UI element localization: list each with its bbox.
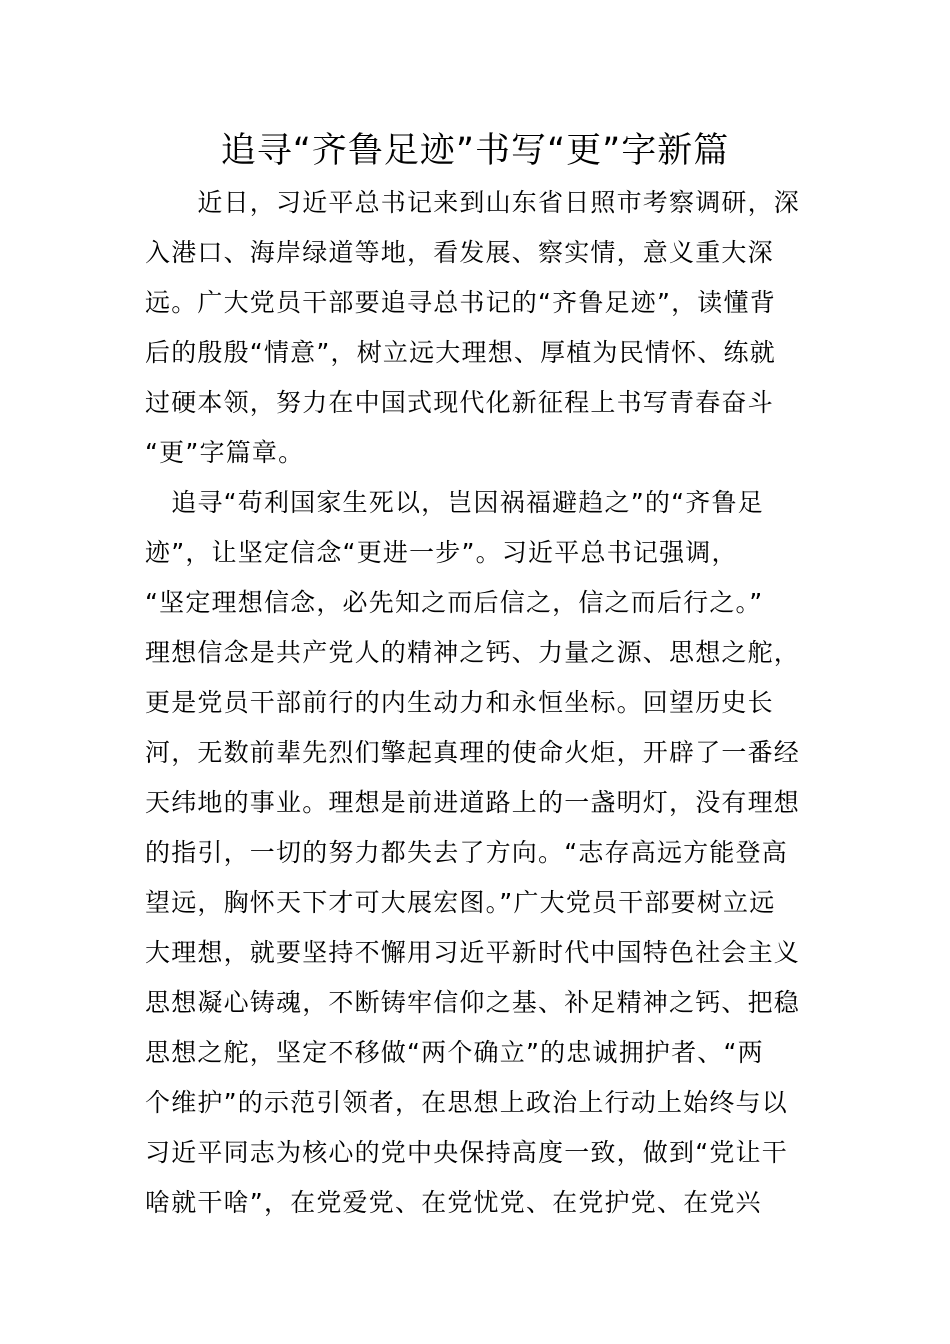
document-title: 追寻“齐鲁足迹”书写“更”字新篇 xyxy=(220,131,730,171)
text-line: 天纬地的事业。理想是前进道路上的一盏明灯，没有理想 xyxy=(145,788,801,817)
text-line: 入港口、海岸绿道等地，看发展、察实情，意义重大深 xyxy=(145,238,774,267)
text-line: 后的殷殷“情意”，树立远大理想、厚植为民情怀、练就 xyxy=(145,338,776,367)
text-line: 近日，习近平总书记来到山东省日照市考察调研，深 xyxy=(145,188,801,217)
text-line: 大理想，就要坚持不懈用习近平新时代中国特色社会主义 xyxy=(145,938,801,967)
text-line: 更是党员干部前行的内生动力和永恒坐标。回望历史长 xyxy=(145,688,774,717)
text-line: 远。广大党员干部要追寻总书记的“齐鲁足迹”，读懂背 xyxy=(145,288,776,317)
text-line: 思想凝心铸魂，不断铸牢信仰之基、补足精神之钙、把稳 xyxy=(145,988,801,1017)
text-line: 河，无数前辈先烈们擎起真理的使命火炬，开辟了一番经 xyxy=(145,738,801,767)
text-line: 个维护”的示范引领者，在思想上政治上行动上始终与以 xyxy=(145,1088,788,1117)
text-line: 理想信念是共产党人的精神之钙、力量之源、思想之舵， xyxy=(145,638,801,667)
text-line: 思想之舵，坚定不移做“两个确立”的忠诚拥护者、“两 xyxy=(145,1038,764,1067)
document-body xyxy=(145,178,810,1228)
text-line: 的指引，一切的努力都失去了方向。“志存高远方能登高 xyxy=(145,838,788,867)
text-line: 迹”，让坚定信念“更进一步”。习近平总书记强调， xyxy=(145,538,738,567)
text-line: 追寻“苟利国家生死以，岂因祸福避趋之”的“齐鲁足 xyxy=(145,488,764,517)
text-line: 习近平同志为核心的党中央保持高度一致，做到“党让干 xyxy=(145,1138,788,1167)
text-line: 啥就干啥”，在党爱党、在党忧党、在党护党、在党兴 xyxy=(145,1188,762,1217)
text-line: “坚定理想信念，必先知之而后信之，信之而后行之。” xyxy=(145,588,764,617)
text-line: “更”字篇章。 xyxy=(145,438,305,467)
text-line: 过硬本领，努力在中国式现代化新征程上书写青春奋斗 xyxy=(145,388,774,417)
text-line: 望远，胸怀天下才可大展宏图。”广大党员干部要树立远 xyxy=(145,888,776,917)
